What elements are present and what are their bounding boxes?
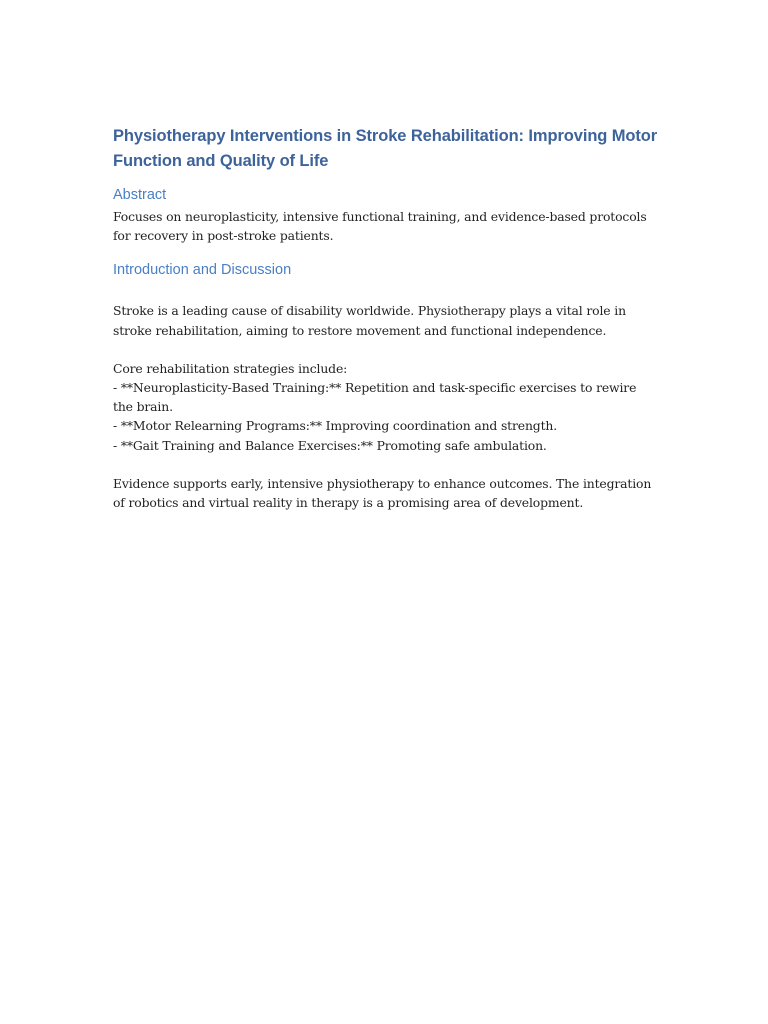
- evidence-paragraph: Evidence supports early, intensive physiotherapy to enhance outcomes. The integration of robotics and virtual reality in therapy is a promising area of development.: [113, 475, 652, 511]
- introduction-heading: Introduction and Discussion: [113, 262, 292, 279]
- abstract-heading: Abstract: [113, 187, 167, 203]
- list-item: - **Gait Training and Balance Exercises:** Promoting safe ambulation.: [113, 437, 547, 453]
- introduction-paragraph: Stroke is a leading cause of disability worldwide. Physiotherapy plays a vital role in stroke rehabilitation, aiming to restore movement and functional independence.: [113, 303, 626, 338]
- document-page: [113, 124, 658, 512]
- list-item: - **Neuroplasticity-Based Training:** Repetition and task-specific exercises to rewire the brain.: [113, 380, 637, 415]
- list-intro: Core rehabilitation strategies include:: [113, 360, 348, 376]
- strategies-list: [113, 359, 658, 455]
- document-title: Physiotherapy Interventions in Stroke Rehabilitation: Improving Motor Function and Quality of Life: [113, 127, 658, 170]
- abstract-text: Focuses on neuroplasticity, intensive functional training, and evidence-based protocols for recovery in post-stroke patients.: [113, 209, 647, 244]
- list-item: - **Motor Relearning Programs:** Improving coordination and strength.: [113, 418, 558, 434]
